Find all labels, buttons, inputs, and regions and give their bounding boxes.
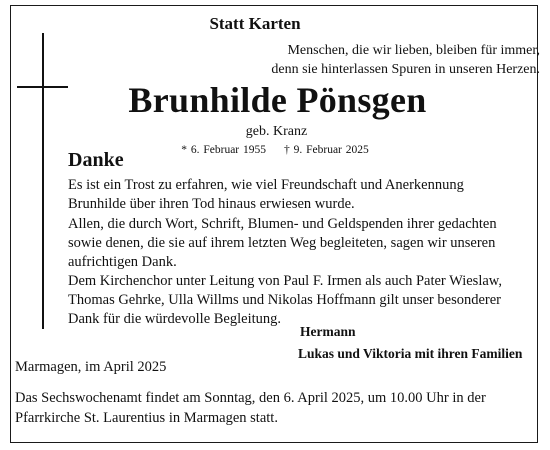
maiden-name: geb. Kranz xyxy=(245,124,308,139)
paragraph-line: Thomas Gehrke, Ulla Willms und Nikolas Hoffmann gilt unser besonderer xyxy=(68,292,501,308)
cross-icon xyxy=(42,33,44,329)
quote-line: Menschen, die wir lieben, bleiben für immer, xyxy=(287,43,540,58)
quote-line: denn sie hinterlassen Spuren in unseren Herzen. xyxy=(271,62,540,77)
header-title: Statt Karten xyxy=(209,14,301,33)
paragraph-line: aufrichtigen Dank. xyxy=(68,254,177,270)
paragraph-line: Dem Kirchenchor unter Leitung von Paul F. Irmen als auch Pater Wieslaw, xyxy=(68,273,502,289)
service-notice xyxy=(15,388,535,428)
paragraph-line: Allen, die durch Wort, Schrift, Blumen- und Geldspenden ihrer gedachten xyxy=(68,216,497,232)
birth-date: * 6. Februar 1955 xyxy=(181,144,266,156)
death-date: † 9. Februar 2025 xyxy=(284,144,369,156)
deceased-name: Brunhilde Pönsgen xyxy=(128,80,427,120)
paragraph-line: Es ist ein Trost zu erfahren, wie viel Freundschaft und Anerkennung xyxy=(68,177,464,193)
thanks-paragraph xyxy=(68,215,538,272)
signers xyxy=(298,321,538,365)
thanks-heading: Danke xyxy=(68,149,124,171)
thanks-paragraph xyxy=(68,176,538,214)
life-dates xyxy=(130,144,420,156)
paragraph-line: sowie denen, die sie auf ihrem letzten Weg begleiteten, sagen wir unseren xyxy=(68,235,496,251)
paragraph-line: Dank für die würdevolle Begleitung. xyxy=(68,311,282,327)
notice-line: Das Sechswochenamt findet am Sonntag, den 6. April 2025, um 10.00 Uhr in der xyxy=(15,390,486,406)
memorial-quote xyxy=(250,41,540,79)
notice-line: Pfarrkirche St. Laurentius in Marmagen statt. xyxy=(15,410,278,426)
signer-line: Hermann xyxy=(300,324,356,339)
paragraph-line: Brunhilde über ihren Tod hinaus erwiesen wurde. xyxy=(68,196,355,212)
signer-line: Lukas und Viktoria mit ihren Familien xyxy=(298,346,523,361)
place-date: Marmagen, im April 2025 xyxy=(15,359,167,375)
